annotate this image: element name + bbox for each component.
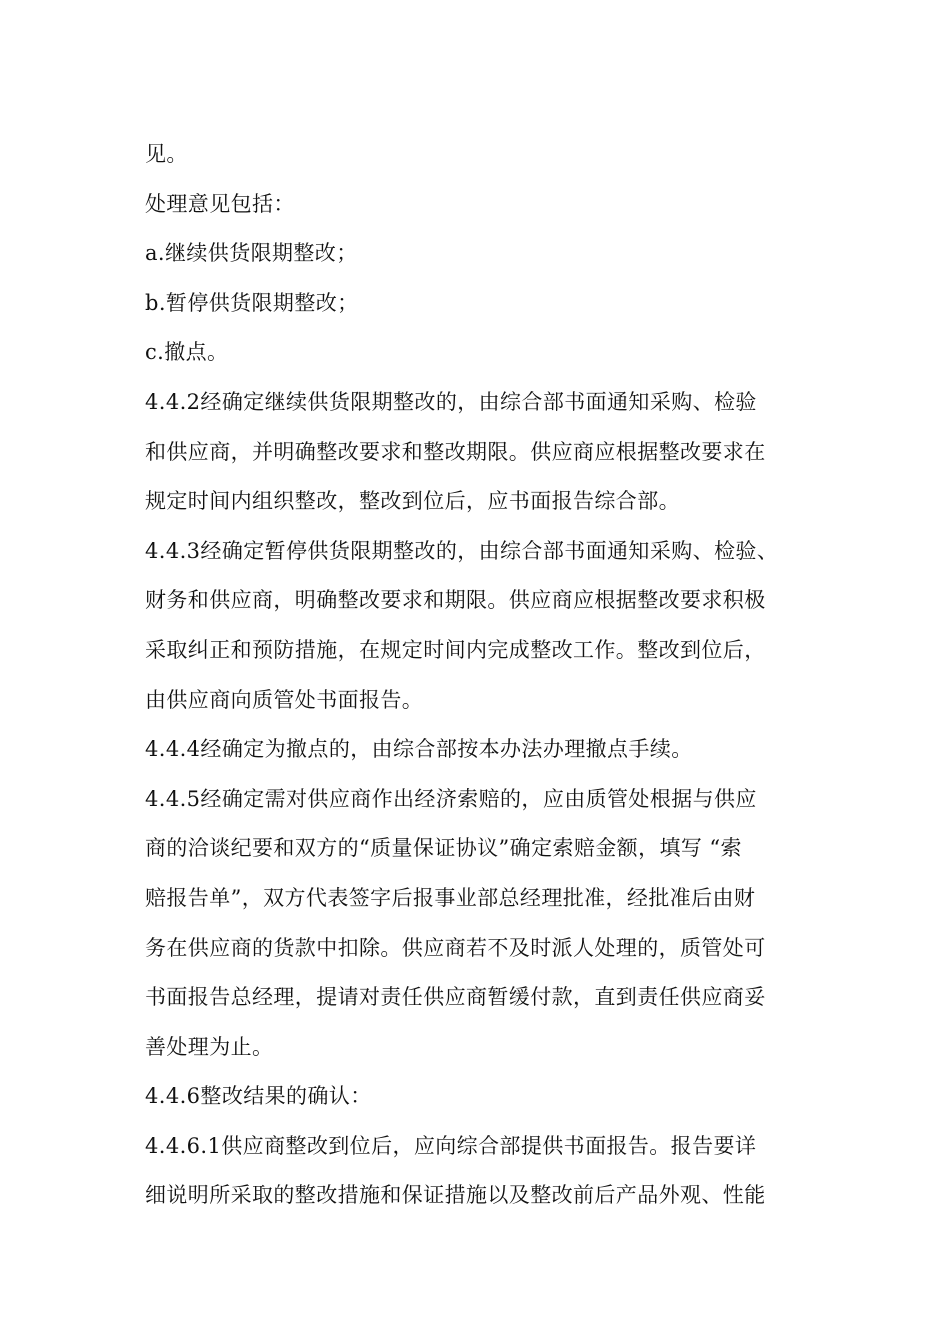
- text-line: 由供应商向质管处书面报告。: [145, 687, 424, 712]
- text-line: 赔报告单”，双方代表签字后报事业部总经理批准，经批准后由财: [145, 885, 756, 910]
- text-line: 商的洽谈纪要和双方的“质量保证协议”确定索赔金额，填写 “索: [145, 836, 742, 861]
- text-line: 4.4.3经确定暂停供货限期整改的，由综合部书面通知采购、检验、: [145, 538, 779, 563]
- text-line: 4.4.5经确定需对供应商作出经济索赔的，应由质管处根据与供应: [145, 786, 757, 811]
- text-line: c.撤点。: [145, 340, 229, 365]
- text-line: 和供应商，并明确整改要求和整改期限。供应商应根据整改要求在: [145, 439, 766, 464]
- text-line: 4.4.4经确定为撤点的，由综合部按本办法办理撤点手续。: [145, 737, 693, 762]
- text-line: b.暂停供货限期整改；: [145, 290, 359, 315]
- text-line: 处理意见包括：: [145, 191, 295, 216]
- text-line: 采取纠正和预防措施，在规定时间内完成整改工作。整改到位后，: [145, 637, 766, 662]
- document-body: [145, 130, 835, 1221]
- text-line: 细说明所采取的整改措施和保证措施以及整改前后产品外观、性能: [145, 1183, 766, 1208]
- text-line: 4.4.2经确定继续供货限期整改的，由综合部书面通知采购、检验: [145, 389, 757, 414]
- text-line: 4.4.6.1供应商整改到位后，应向综合部提供书面报告。报告要详: [145, 1133, 757, 1158]
- text-line: 规定时间内组织整改，整改到位后，应书面报告综合部。: [145, 489, 680, 514]
- text-line: 4.4.6整改结果的确认：: [145, 1084, 372, 1109]
- text-line: 书面报告总经理，提请对责任供应商暂缓付款，直到责任供应商妥: [145, 985, 766, 1010]
- text-line: 善处理为止。: [145, 1034, 274, 1059]
- text-line: 见。: [145, 142, 188, 166]
- text-line: 财务和供应商，明确整改要求和期限。供应商应根据整改要求积极: [145, 588, 766, 613]
- text-line: a.继续供货限期整改；: [145, 241, 358, 266]
- text-line: 务在供应商的货款中扣除。供应商若不及时派人处理的，质管处可: [145, 935, 766, 960]
